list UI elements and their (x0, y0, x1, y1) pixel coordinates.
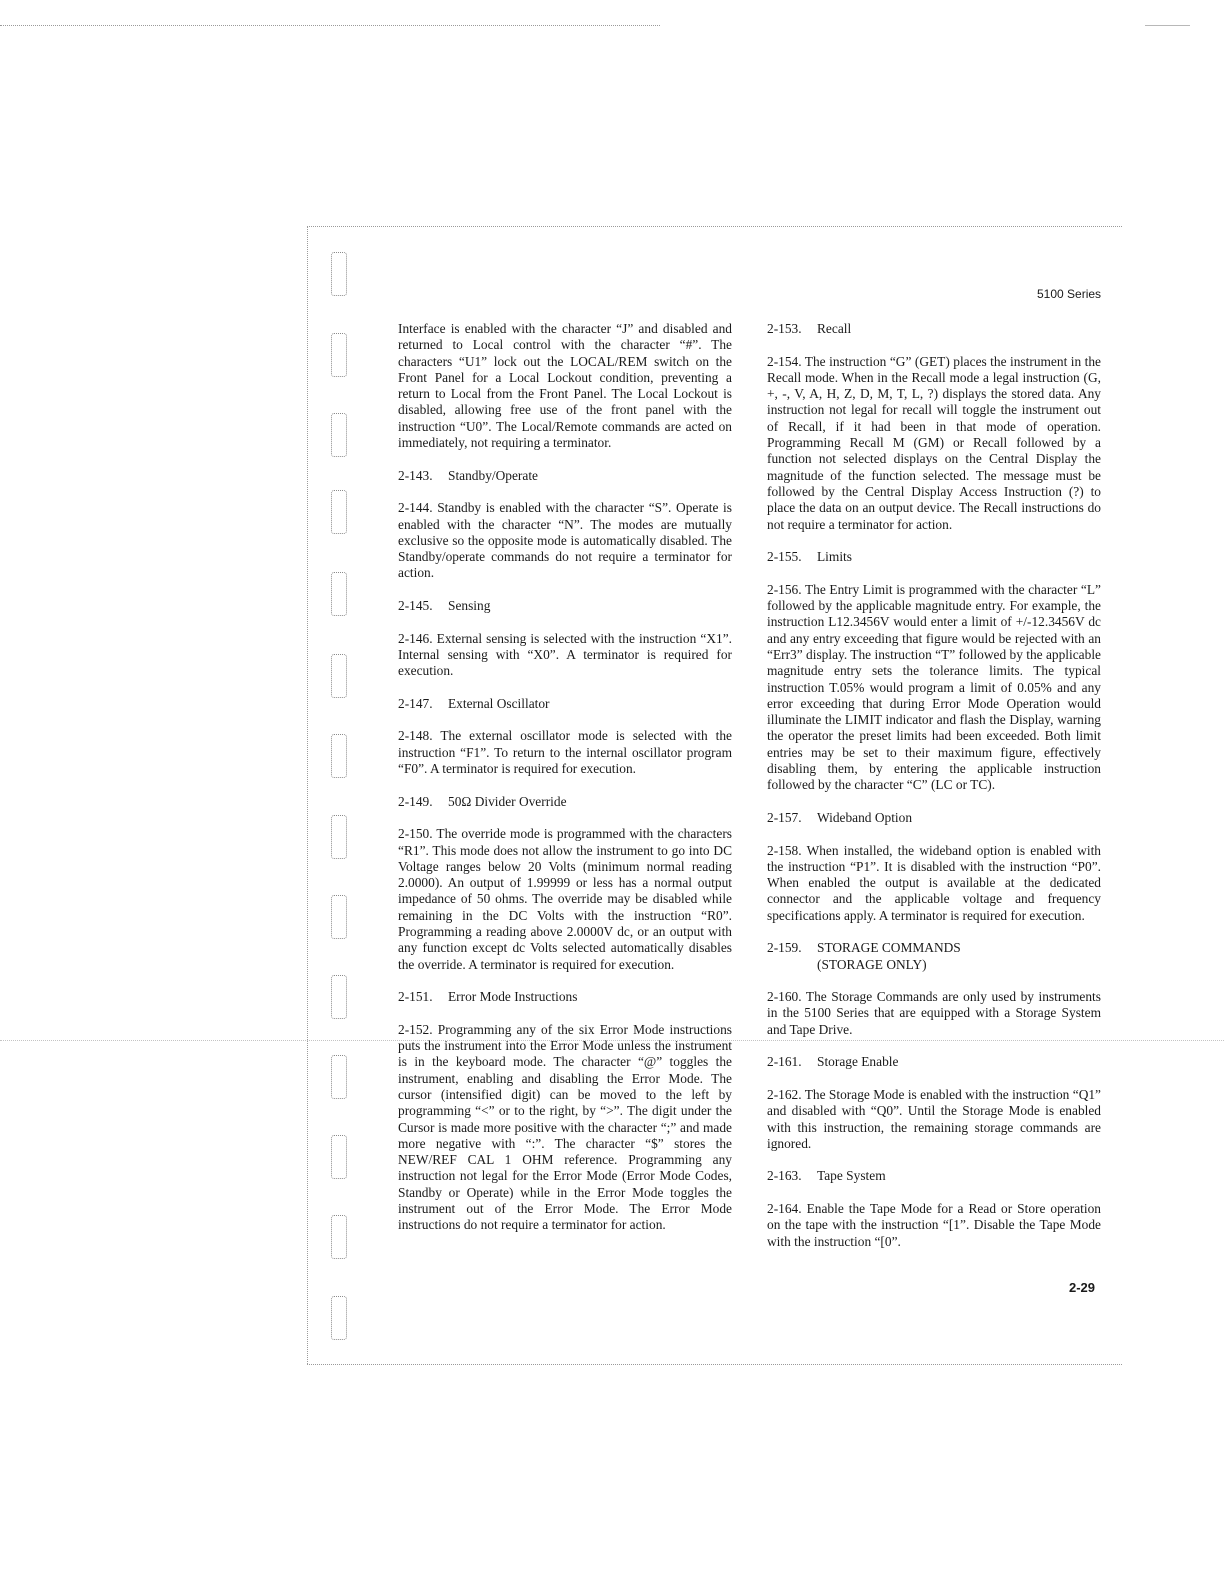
binder-hole (331, 252, 347, 296)
paragraph: 2-154. The instruction “G” (GET) places the instrument in the Recall mode. When in the Recall mode a legal instruction (G, +, -, V, A, H, Z, D, M, T, L, ?) displays the stored data. Any instruction not legal for recall will toggle the instrument out of Recall, if it had been in that mode of operation. Programming Recall M (GM) or Recall followed by a function not selected displays on the Central Display the magnitude of the function selected. The message must be followed by the Central Display Access Instruction (?) to place the data on an output device. The Recall instructions do not require a terminator for action. (767, 353, 1101, 532)
binder-hole (331, 895, 347, 939)
page-left-border (307, 226, 308, 1364)
section-number: 2-147. (398, 695, 433, 711)
section-heading (767, 1168, 1101, 1184)
binder-hole (331, 734, 347, 778)
section-number: 2-163. (767, 1168, 802, 1184)
section-number: 2-159. (767, 940, 802, 956)
section-number: 2-161. (767, 1054, 802, 1070)
section-number: 2-157. (767, 809, 802, 825)
section-title: Storage Enable (817, 1054, 899, 1070)
section-heading (767, 810, 1101, 826)
paragraph: 2-156. The Entry Limit is programmed with the character “L” followed by the applicable magnitude entry. For example, the instruction L12.3456V would enter a limit of +/-12.3456V dc and any entry exceeding that figure would be rejected with an “Err3” display. The instruction “T” followed by the applicable magnitude entry sets the tolerance limits. The typical instruction T.05% would program a limit of 0.05% and any error exceeding that during Error Mode Operation would illuminate the LIMIT indicator and flash the Display, warning the operator the preset limits had been exceeded. Both limit entries may be set to their maximum figure, effectively disabling them, by entering the applicable instruction followed by the character “C” (LC or TC). (767, 581, 1101, 793)
binder-hole (331, 490, 347, 534)
binder-hole (331, 654, 347, 698)
binder-hole (331, 815, 347, 859)
section-heading (767, 549, 1101, 565)
paragraph: 2-152. Programming any of the six Error Mode instructions puts the instrument into the Error Mode unless the instrument is in the keyboard mode. The character “@” toggles the instrument, enabling and disabling the Error Mode. The cursor (intensified digit) can be moved to the left by programming “<” or to the right, by “>”. The digit under the Cursor is made more positive with the character “;” and made more negative with “:”. The character “$” stores the NEW/REF CAL 1 OHM reference. Programming any instruction not legal for the Error Mode (Error Mode Codes, Standby or Operate) while in the Error Mode toggles the instrument out of the Error Mode. The Error Mode instructions do not require a terminator for action. (398, 1021, 732, 1233)
section-number: 2-145. (398, 598, 433, 614)
section-title: Sensing (448, 598, 491, 614)
paragraph: 2-144. Standby is enabled with the character “S”. Operate is enabled with the character “N”. The modes are mutually exclusive so the opposite mode is automatically disabled. The Standby/operate commands do not require a terminator for action. (398, 500, 732, 581)
top-scan-line (0, 25, 660, 26)
section-heading (398, 794, 732, 810)
section-heading (398, 468, 732, 484)
paragraph: 2-162. The Storage Mode is enabled with the instruction “Q1” and disabled with “Q0”. Until the Storage Mode is enabled with this instruction, the remaining storage commands are ignored. (767, 1086, 1101, 1151)
binder-hole (331, 572, 347, 616)
binder-hole (331, 1296, 347, 1340)
right-column (767, 321, 1101, 1266)
binder-hole (331, 975, 347, 1019)
section-heading (767, 1054, 1101, 1070)
section-title: Error Mode Instructions (448, 989, 578, 1005)
section-heading (398, 598, 732, 614)
binder-hole (331, 1215, 347, 1259)
paragraph: 2-164. Enable the Tape Mode for a Read or Store operation on the tape with the instruction “[1”. Disable the Tape Mode with the instruction “[0”. (767, 1201, 1101, 1249)
paragraph: 2-150. The override mode is programmed with the characters “R1”. This mode does not allow the instrument to go into DC Voltage ranges below 20 Volts (minimum normal reading 2.0000). An output of 1.99999 or less has a normal output impedance of 50 ohms. The override may be disabled while remaining in the DC Volts with the instruction “R0”. Programming a reading above 2.0000V dc, or an output with any function except dc Volts selected automatically disables the override. A terminator is required for execution. (398, 826, 732, 972)
paragraph: 2-160. The Storage Commands are only used by instruments in the 5100 Series that are equipped with a Storage System and Tape Drive. (767, 989, 1101, 1037)
page-top-border (307, 226, 1122, 227)
section-title: STORAGE COMMANDS (STORAGE ONLY) (817, 940, 961, 972)
section-title: 50Ω Divider Override (448, 793, 567, 809)
left-column (398, 321, 732, 1250)
paragraph: 2-148. The external oscillator mode is selected with the instruction “F1”. To return to the internal oscillator program “F0”. A terminator is required for execution. (398, 728, 732, 777)
section-title: Standby/Operate (448, 467, 538, 483)
section-title: Wideband Option (817, 809, 913, 825)
section-title: Limits (817, 549, 852, 565)
binder-hole (331, 413, 347, 457)
page-bottom-border (307, 1364, 1122, 1365)
section-heading (767, 940, 1101, 973)
binder-hole (331, 333, 347, 377)
section-heading (767, 321, 1101, 337)
section-title: Tape System (817, 1168, 886, 1184)
section-title: Recall (817, 321, 852, 336)
section-number: 2-151. (398, 989, 433, 1005)
page-number: 2-29 (1069, 1280, 1096, 1295)
paragraph: 2-146. External sensing is selected with the instruction “X1”. Internal sensing with “X0”. A terminator is required for execution. (398, 630, 732, 679)
section-heading (398, 989, 732, 1005)
section-number: 2-155. (767, 549, 802, 565)
section-number: 2-153. (767, 321, 802, 336)
running-header: 5100 Series (1037, 287, 1102, 301)
section-number: 2-143. (398, 467, 433, 483)
top-right-scan-line (1145, 25, 1190, 26)
section-heading (398, 696, 732, 712)
section-number: 2-149. (398, 793, 433, 809)
paragraph: Interface is enabled with the character “J” and disabled and returned to Local control with the character “#”. The characters “U1” lock out the LOCAL/REM switch on the Front Panel for a Local Lockout condition, preventing a return to Local from the Front Panel. The Local Lockout is disabled, allowing free use of the front panel with the instruction “U0”. The Local/Remote commands are acted on immediately, not requiring a terminator. (398, 321, 732, 451)
binder-hole (331, 1135, 347, 1179)
binder-hole (331, 1055, 347, 1099)
paragraph: 2-158. When installed, the wideband option is enabled with the instruction “P1”. It is disabled with the instruction “P0”. When enabled the output is available at the dedicated connector and the applicable voltage and frequency specifications apply. A terminator is required for execution. (767, 842, 1101, 923)
section-title: External Oscillator (448, 695, 550, 711)
